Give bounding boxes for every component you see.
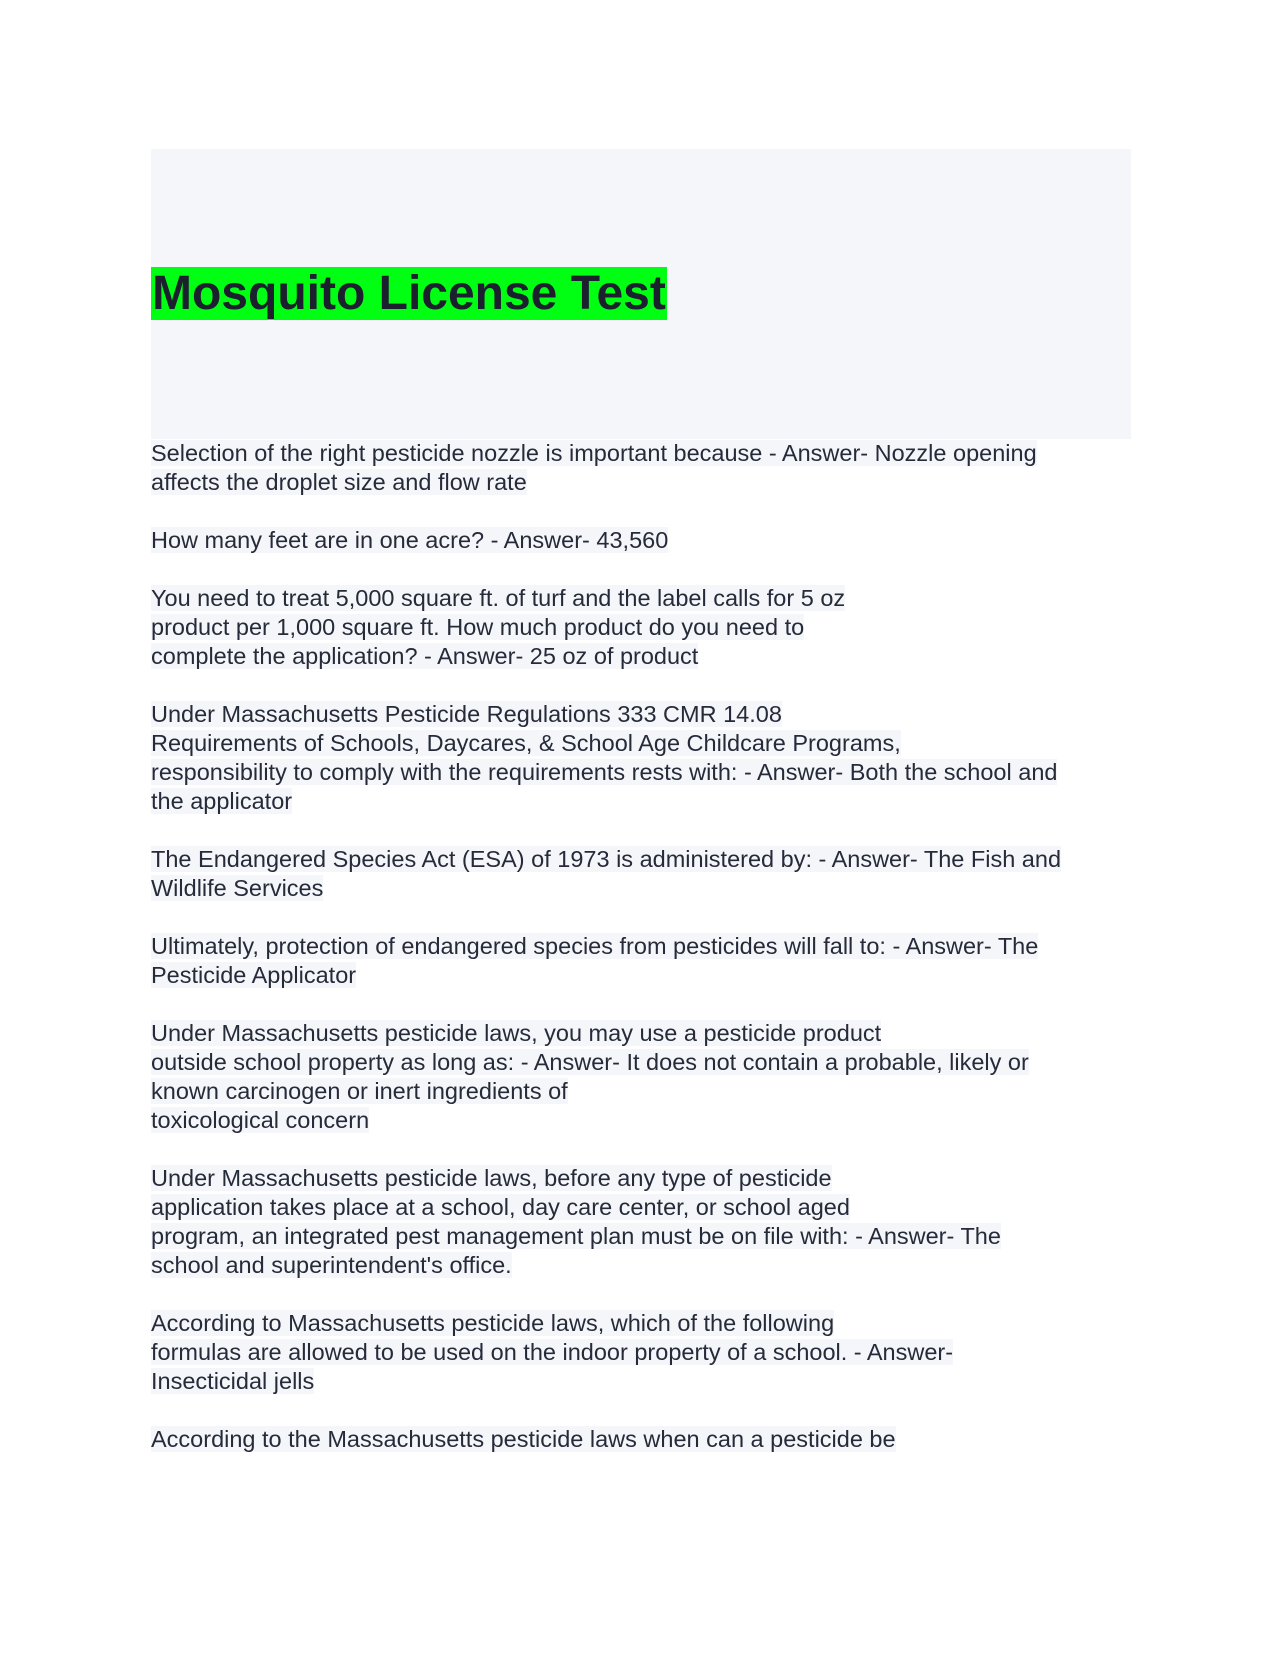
qa-line-text: formulas are allowed to be used on the indoor property of a school. - Answer-: [151, 1339, 954, 1365]
qa-line-text: Under Massachusetts Pesticide Regulations 333 CMR 14.08: [151, 701, 782, 727]
qa-line-text: Under Massachusetts pesticide laws, you may use a pesticide product: [151, 1020, 882, 1046]
qa-line: [151, 1367, 1131, 1396]
qa-line-text: Insecticidal jells: [151, 1368, 315, 1394]
qa-line-text: toxicological concern: [151, 1107, 370, 1133]
qa-line: [151, 787, 1131, 816]
qa-item: [151, 1425, 1131, 1454]
qa-line: [151, 526, 1131, 555]
qa-line: [151, 1193, 1131, 1222]
qa-item: [151, 700, 1131, 816]
qa-line: [151, 961, 1131, 990]
qa-line: [151, 439, 1131, 468]
title-block: [151, 149, 1131, 439]
qa-line: [151, 845, 1131, 874]
qa-line-text: According to Massachusetts pesticide laws, which of the following: [151, 1310, 835, 1336]
qa-item: [151, 526, 1131, 555]
qa-line-text: Under Massachusetts pesticide laws, before any type of pesticide: [151, 1165, 832, 1191]
document-title: [151, 265, 667, 323]
question-answer-list: [151, 439, 1131, 1454]
qa-line-text: program, an integrated pest management plan must be on file with: - Answer- The: [151, 1223, 1001, 1249]
qa-line: [151, 1222, 1131, 1251]
qa-line-text: responsibility to comply with the requirements rests with: - Answer- Both the school and: [151, 759, 1058, 785]
qa-line-text: outside school property as long as: - Answer- It does not contain a probable, likely or: [151, 1049, 1029, 1075]
qa-line-text: Selection of the right pesticide nozzle is important because - Answer- Nozzle opening: [151, 440, 1037, 466]
qa-line-text: affects the droplet size and flow rate: [151, 469, 527, 495]
qa-line-text: Wildlife Services: [151, 875, 324, 901]
qa-line: [151, 468, 1131, 497]
qa-line: [151, 642, 1131, 671]
qa-line: [151, 1106, 1131, 1135]
qa-line: [151, 613, 1131, 642]
qa-item: [151, 584, 1131, 671]
qa-item: [151, 439, 1131, 497]
title-highlight: Mosquito License Test: [152, 267, 666, 320]
qa-line: [151, 1338, 1131, 1367]
qa-item: [151, 1019, 1131, 1135]
qa-line: [151, 1164, 1131, 1193]
qa-line: [151, 729, 1131, 758]
qa-line: [151, 1309, 1131, 1338]
qa-line: [151, 1048, 1131, 1077]
qa-line: [151, 1425, 1131, 1454]
qa-line-text: complete the application? - Answer- 25 oz of product: [151, 643, 699, 669]
qa-line: [151, 1251, 1131, 1280]
qa-line: [151, 700, 1131, 729]
qa-line-text: known carcinogen or inert ingredients of: [151, 1078, 568, 1104]
qa-line-text: According to the Massachusetts pesticide laws when can a pesticide be: [151, 1426, 896, 1452]
qa-line: [151, 932, 1131, 961]
qa-item: [151, 932, 1131, 990]
qa-line-text: Pesticide Applicator: [151, 962, 357, 988]
qa-line-text: The Endangered Species Act (ESA) of 1973 is administered by: - Answer- The Fish and: [151, 846, 1062, 872]
qa-line: [151, 1019, 1131, 1048]
qa-line: [151, 758, 1131, 787]
qa-item: [151, 1309, 1131, 1396]
qa-line-text: product per 1,000 square ft. How much product do you need to: [151, 614, 805, 640]
qa-line-text: Requirements of Schools, Daycares, & School Age Childcare Programs,: [151, 730, 901, 756]
qa-line-text: How many feet are in one acre? - Answer- 43,560: [151, 527, 669, 553]
qa-line: [151, 1077, 1131, 1106]
qa-line-text: You need to treat 5,000 square ft. of turf and the label calls for 5 oz: [151, 585, 846, 611]
qa-line-text: Ultimately, protection of endangered species from pesticides will fall to: - Answer- The: [151, 933, 1039, 959]
qa-item: [151, 845, 1131, 903]
qa-item: [151, 1164, 1131, 1280]
qa-line-text: application takes place at a school, day care center, or school aged: [151, 1194, 850, 1220]
qa-line-text: school and superintendent's office.: [151, 1252, 512, 1278]
document-page: [151, 149, 1131, 1483]
qa-line: [151, 874, 1131, 903]
qa-line-text: the applicator: [151, 788, 293, 814]
qa-line: [151, 584, 1131, 613]
